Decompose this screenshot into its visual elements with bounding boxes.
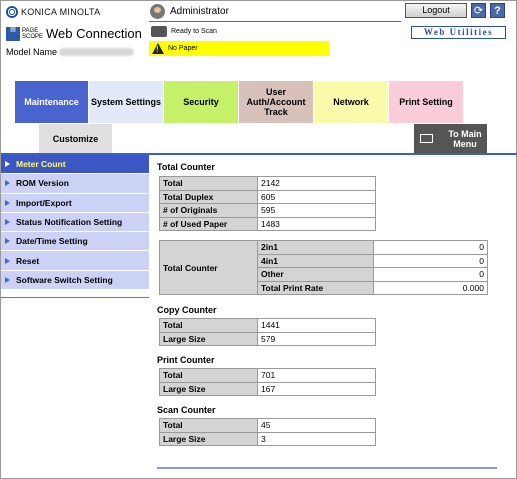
sidebar-item-import-export[interactable] [1,194,149,213]
pagescope-icon: ▤ [6,27,20,41]
copy-counter-table [159,318,376,346]
tab-user-auth-account-track[interactable]: User Auth/Account Track [239,81,313,123]
brand-name: KONICA MINOLTA [21,7,101,17]
row-label: Total [160,319,258,333]
row-value: 2142 [258,177,376,191]
row-value: 45 [258,419,376,433]
row-label: Total Duplex [160,190,258,204]
row-value: 3 [258,432,376,446]
model-name [6,47,134,57]
row-value: 0.000 [374,281,488,295]
table-row [160,177,376,191]
tab-security[interactable]: Security [164,81,238,123]
table-row [160,190,376,204]
warning-icon [152,43,164,54]
row-value: 0 [374,254,488,268]
print-counter-table [159,368,376,396]
row-label: # of Used Paper [160,217,258,231]
row-value: 1441 [258,319,376,333]
table-row [160,217,376,231]
table-row [160,432,376,446]
table-row [160,204,376,218]
row-label: Large Size [160,432,258,446]
brand-logo [6,6,100,18]
user-name: Administrator [170,6,229,17]
tab-maintenance[interactable]: Maintenance [15,81,88,123]
sidebar-item-status-notification-setting[interactable] [1,213,149,232]
row-label: Large Size [160,382,258,396]
row-value: 701 [258,369,376,383]
table-row [160,332,376,346]
main-menu-icon [420,134,433,143]
row-label: 2in1 [258,241,374,255]
header-divider [149,21,401,22]
row-label: Other [258,268,374,282]
row-label: Total [160,177,258,191]
to-main-menu-label: To Main Menu [448,128,482,149]
product-logo [6,26,142,41]
sidebar-item-date-time-setting[interactable] [1,232,149,251]
sidebar-item-label: Reset [16,255,40,266]
model-name-label: Model Name [6,47,58,57]
table-row [160,419,376,433]
sidebar-item-label: Import/Export [16,197,72,208]
content-bottom-divider [157,467,497,469]
table-row [160,319,376,333]
tab-customize[interactable]: Customize [39,124,112,153]
sidebar [1,155,149,290]
tab-system-settings[interactable]: System Settings [89,81,163,123]
arrow-right-icon [5,161,10,167]
sidebar-item-rom-version[interactable] [1,174,149,193]
row-label: # of Originals [160,204,258,218]
sidebar-item-label: Status Notification Setting [16,217,123,228]
table-row [160,382,376,396]
sidebar-item-label: Software Switch Setting [16,274,113,285]
row-value: 595 [258,204,376,218]
total-counter-detail-table [159,240,488,295]
pagescope-top: PAGE [22,27,39,34]
pagescope-label [22,28,43,40]
printer-icon [151,26,167,37]
alert-text: No Paper [168,45,198,52]
sidebar-item-software-switch-setting[interactable] [1,271,149,290]
scan-counter-table [159,418,376,446]
sidebar-divider [1,297,149,298]
copy-counter-title: Copy Counter [157,305,217,315]
row-value: 605 [258,190,376,204]
table-row [160,369,376,383]
sidebar-item-label: Date/Time Setting [16,236,88,247]
row-value: 167 [258,382,376,396]
row-label: Total [160,419,258,433]
product-name: Web Connection [46,26,142,41]
administrator-icon [150,4,165,19]
pagescope-bottom: SCOPE [22,33,44,40]
scan-counter-title: Scan Counter [157,405,216,415]
row-label: Large Size [160,332,258,346]
web-utilities-link[interactable]: Web Utilities [411,26,506,39]
row-label: Total [160,369,258,383]
row-label: Total Print Rate [258,281,374,295]
row-value: 1483 [258,217,376,231]
arrow-right-icon [5,258,10,264]
row-value: 579 [258,332,376,346]
model-name-value-redacted [59,48,134,56]
total-counter-title: Total Counter [157,162,215,172]
row-value: 0 [374,268,488,282]
arrow-right-icon [5,219,10,225]
row-value: 0 [374,241,488,255]
tab-network[interactable]: Network [314,81,388,123]
arrow-right-icon [5,277,10,283]
total-counter-table [159,176,376,231]
konica-minolta-logo-icon [6,6,18,18]
arrow-right-icon [5,200,10,206]
tab-print-setting[interactable]: Print Setting [389,81,463,123]
device-status [151,26,217,37]
to-main-menu-button[interactable] [414,124,487,153]
row-label: 4in1 [258,254,374,268]
arrow-right-icon [5,180,10,186]
alert-banner[interactable] [149,41,329,56]
sidebar-item-reset[interactable] [1,251,149,270]
logout-button[interactable]: Logout [405,3,467,18]
status-text: Ready to Scan [171,28,217,35]
help-icon[interactable]: ? [490,3,505,18]
print-counter-title: Print Counter [157,355,215,365]
table-row [160,241,488,255]
arrow-right-icon [5,238,10,244]
sidebar-item-meter-count[interactable] [1,155,149,174]
sidebar-item-label: Meter Count [16,159,66,170]
refresh-icon[interactable]: ⟳ [471,3,486,18]
user-info [150,4,229,19]
group-label: Total Counter [160,241,258,295]
sidebar-item-label: ROM Version [16,178,69,189]
